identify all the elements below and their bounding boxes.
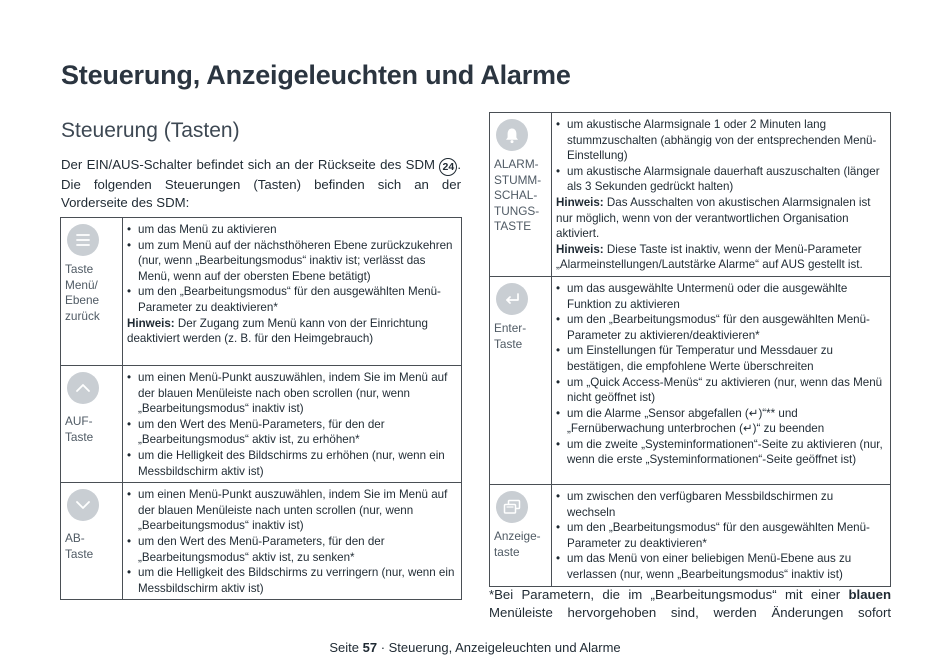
key-cell (61, 483, 123, 600)
list-item: • um den Wert des Menü-Parameters, für den der „Bearbeitungsmodus“ aktiv ist, zu erhöhen* (127, 417, 455, 448)
intro-text-1: Der EIN/AUS-Schalter befindet sich an der Rückseite des SDM (61, 157, 435, 172)
bullet-list (556, 281, 884, 468)
hint-label: Hinweis: (556, 195, 604, 209)
list-item: • um zum Menü auf der nächsthöheren Ebene zurückzukehren (nur, wenn „Bearbeitungsmodus“ inaktiv ist; verlässt das Menü, wenn auf der obersten Ebene betätigt) (127, 238, 455, 285)
description-cell (552, 276, 891, 484)
list-item: • um den „Bearbeitungsmodus“ für den ausgewählten Menü-Parameter zu aktivieren/deaktivieren* (556, 312, 884, 343)
key-label: Enter- Taste (494, 320, 527, 351)
list-item: • um akustische Alarmsignale dauerhaft auszuschalten (länger als 3 Sekunden gedrückt halten) (556, 164, 884, 195)
key-label: Anzeige- taste (494, 528, 541, 559)
key-cell (490, 113, 552, 277)
footnote-bold: blauen (848, 587, 891, 602)
list-item: • um die Helligkeit des Bildschirms zu erhöhen (nur, wenn ein Messbildschirm aktiv ist) (127, 448, 455, 479)
hint-label: Hinweis: (556, 242, 604, 256)
bell-icon (496, 119, 528, 151)
hint-body: Diese Taste ist inaktiv, wenn der Menü-Parameter „Alarmeinstellungen/Lautstärke Alarme“ auf AUS gestellt ist. (556, 242, 863, 272)
list-item: • um „Quick Access-Menüs“ zu aktivieren (nur, wenn das Menü nicht geöffnet ist) (556, 375, 884, 406)
footer-suffix: · Steuerung, Anzeigeleuchten und Alarme (377, 640, 621, 655)
list-item: • um den „Bearbeitungsmodus“ für den ausgewählten Menü-Parameter zu deaktivieren* (556, 520, 884, 551)
key-cell (61, 218, 123, 366)
right-controls-table (489, 112, 891, 587)
intro-text-2: . Die folgenden Steuerungen (Tasten) befinden sich an der Vorderseite des SDM: (61, 157, 462, 210)
hint-text (556, 242, 884, 273)
key-cell (490, 276, 552, 484)
table-row (61, 483, 462, 600)
list-item: • um die Helligkeit des Bildschirms zu verringern (nur, wenn ein Messbildschirm aktiv ist) (127, 565, 455, 596)
list-item: • um Einstellungen für Temperatur und Messdauer zu bestätigen, die empfohlene Werte überschreiten (556, 343, 884, 374)
table-row (490, 113, 891, 277)
list-item: • um das Menü zu aktivieren (127, 222, 455, 238)
key-label: AB- Taste (65, 531, 94, 561)
list-item: • um akustische Alarmsignale 1 oder 2 Minuten lang stummzuschalten (abhängig von der entsprechenden Menü-Einstellung) (556, 117, 884, 164)
hint-label: Hinweis: (127, 316, 175, 330)
list-item: • um das ausgewählte Untermenü oder die ausgewählte Funktion zu aktivieren (556, 281, 884, 312)
footer-prefix: Seite (329, 640, 363, 655)
hint-body: Der Zugang zum Menü kann von der Einrichtung deaktiviert werden (z. B. für den Heimgebrauch) (127, 316, 428, 346)
section-title: Steuerung (Tasten) (61, 119, 240, 142)
description-cell (123, 366, 462, 483)
list-item: • um den „Bearbeitungsmodus“ für den ausgewählten Menü-Parameter zu deaktivieren* (127, 284, 455, 315)
chevron-down-icon (67, 489, 99, 521)
list-item: • um die Alarme „Sensor abgefallen (↵)“** und „Fernüberwachung unterbrochen (↵)“ zu beenden (556, 406, 884, 437)
chevron-up-icon (67, 372, 99, 404)
bullet-list (127, 222, 455, 316)
table-row (490, 484, 891, 586)
bullet-list (127, 487, 455, 596)
bullet-list (556, 489, 884, 583)
list-item: • um zwischen den verfügbaren Messbildschirmen zu wechseln (556, 489, 884, 520)
hint-text (556, 195, 884, 242)
enter-arrow-icon (496, 283, 528, 315)
hint-text (127, 316, 455, 347)
list-item: • um die zweite „Systeminformationen“-Seite zu aktivieren (nur, wenn die erste „Systeminformationen“-Seite geöffnet ist) (556, 437, 884, 468)
table-row (61, 218, 462, 366)
list-item: • um einen Menü-Punkt auszuwählen, indem Sie im Menü auf der blauen Menüleiste nach unten scrollen (nur, wenn „Bearbeitungsmodus“ inaktiv ist) (127, 487, 455, 534)
footnote-text-2: Menüleiste hervorgehoben sind, werden Änderungen sofort (489, 605, 891, 620)
page-number: 57 (362, 640, 378, 655)
list-item: • um den Wert des Menü-Parameters, für den der „Bearbeitungsmodus“ aktiv ist, zu senken* (127, 534, 455, 565)
description-cell (123, 483, 462, 600)
left-controls-table (60, 217, 462, 600)
screens-icon (496, 491, 528, 523)
description-cell (123, 218, 462, 366)
bullet-list (127, 370, 455, 479)
reference-number-badge: 24 (439, 158, 457, 176)
description-cell (552, 484, 891, 586)
description-cell (552, 113, 891, 277)
intro-paragraph (61, 156, 461, 212)
key-label: ALARM- STUMM- SCHAL- TUNGS- TASTE (494, 157, 542, 234)
bullet-list (556, 117, 884, 195)
page-footer (0, 640, 950, 655)
page-title: Steuerung, Anzeigeleuchten und Alarme (61, 60, 571, 90)
list-item: • um das Menü von einer beliebigen Menü-Ebene aus zu verlassen (nur, wenn „Bearbeitungsmodus“ inaktiv ist) (556, 551, 884, 582)
table-row (61, 366, 462, 483)
key-label: AUF- Taste (65, 414, 94, 444)
hint-body: Das Ausschalten von akustischen Alarmsignalen ist nur möglich, wenn von der verantwortlichen Organisation aktiviert. (556, 195, 871, 241)
key-cell (61, 366, 123, 483)
menu-lines-icon (67, 224, 99, 256)
table-row (490, 276, 891, 484)
footnote (489, 586, 891, 622)
list-item: • um einen Menü-Punkt auszuwählen, indem Sie im Menü auf der blauen Menüleiste nach oben scrollen (nur, wenn „Bearbeitungsmodus“ inaktiv ist) (127, 370, 455, 417)
key-cell (490, 484, 552, 586)
key-label: Taste Menü/ Ebene zurück (65, 262, 100, 323)
footnote-text-1: *Bei Parametern, die im „Bearbeitungsmodus“ mit einer (489, 587, 849, 602)
